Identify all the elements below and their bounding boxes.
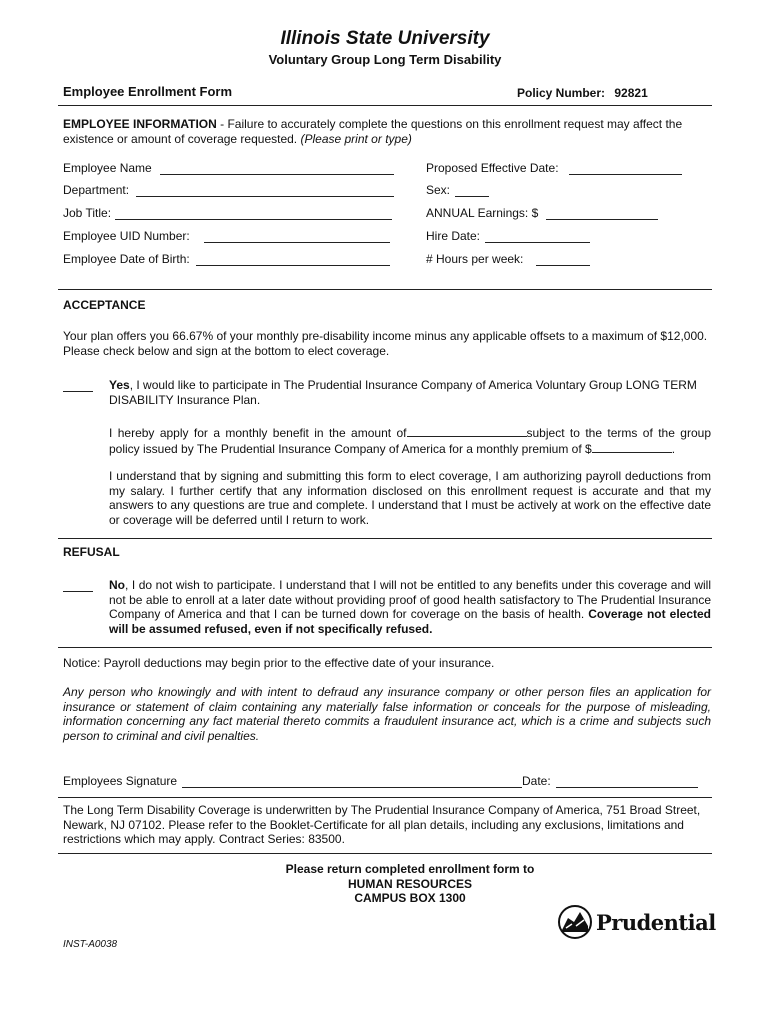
department-label: Department:	[63, 183, 130, 197]
return-line-2: HUMAN RESOURCES	[347, 876, 472, 891]
no-emphasis: Coverage not elected will be assumed refused, even if not specifically refused.	[109, 607, 712, 636]
divider	[58, 289, 712, 290]
uid-label: Employee UID Number:	[63, 229, 190, 243]
no-text: , I do not wish to participate. I understand that I will not be entitled to any benefits under this coverage and will not be able to enroll at a later date without providing proof of good health satisfactory to The Prudential Insurance Company of America and that I can be turned down for coverage on the basis of health.	[109, 578, 711, 621]
divider	[58, 647, 712, 648]
employee-info-text: - Failure to accurately complete the questions on this enrollment request may affect the existence or amount of coverage requested.	[63, 117, 683, 146]
university-title: Illinois State University	[280, 28, 490, 49]
divider	[58, 853, 712, 854]
divider	[58, 105, 712, 106]
employee-info-intro	[63, 117, 711, 146]
print-or-type-note: (Please print or type)	[300, 131, 412, 146]
yes-option	[109, 378, 711, 407]
job-title-field[interactable]	[115, 219, 392, 220]
hire-date-field[interactable]	[485, 242, 590, 243]
sex-field[interactable]	[455, 196, 489, 197]
date-label: Date:	[522, 774, 551, 788]
form-title: Employee Enrollment Form	[63, 84, 233, 99]
sex-label: Sex:	[426, 183, 451, 197]
return-line-3: CAMPUS BOX 1300	[354, 891, 466, 905]
dob-label: Employee Date of Birth:	[63, 252, 190, 266]
hours-field[interactable]	[536, 265, 590, 266]
employee-info-heading: EMPLOYEE INFORMATION	[63, 117, 217, 131]
yes-text: , I would like to participate in The Prudential Insurance Company of America Voluntary Group LONG TERM DISABILITY Insurance Plan.	[109, 378, 697, 407]
annual-earnings-field[interactable]	[546, 219, 658, 220]
hours-label: # Hours per week:	[426, 252, 524, 266]
form-code: INST-A0038	[63, 939, 118, 950]
effective-date-label: Proposed Effective Date:	[426, 161, 559, 175]
dob-field[interactable]	[196, 265, 390, 266]
underwriter-text: The Long Term Disability Coverage is underwritten by The Prudential Insurance Company of America, 751 Broad Street, Newark, NJ 07102. Please refer to the Booklet-Certificate for all plan details, including any exclusions, limitations and restrictions which may apply. Contract Series: 83500.	[63, 803, 701, 846]
yes-label: Yes	[109, 378, 130, 392]
refusal-heading: REFUSAL	[63, 545, 120, 559]
notice: Notice: Payroll deductions may begin prior to the effective date of your insurance.	[63, 656, 495, 670]
job-title-label: Job Title:	[63, 206, 112, 220]
benefit-paragraph	[109, 425, 711, 456]
benefit-text-c: .	[671, 441, 676, 456]
hire-date-label: Hire Date:	[426, 229, 481, 243]
plan-title: Voluntary Group Long Term Disability	[268, 52, 502, 67]
uid-field[interactable]	[204, 242, 390, 243]
signature-field[interactable]	[182, 787, 522, 788]
employee-name-field[interactable]	[160, 174, 394, 175]
date-field[interactable]	[556, 787, 698, 788]
effective-date-field[interactable]	[569, 174, 682, 175]
return-instructions	[0, 862, 770, 906]
fraud-warning: Any person who knowingly and with intent to defraud any insurance company or other person files an application for insurance or statement of claim containing any materially false information or conceals for the purpose of misleading, information concerning any fact material thereto commits a fraudulent insurance act, which is a crime and subjects such person to criminal and civil penalties.	[63, 685, 711, 743]
benefit-amount-field[interactable]	[407, 425, 527, 437]
signature-label: Employees Signature	[63, 774, 178, 788]
yes-checkbox-line[interactable]	[63, 391, 93, 392]
no-label: No	[109, 578, 125, 592]
policy-label: Policy Number:	[517, 86, 606, 100]
employee-name-label: Employee Name	[63, 161, 152, 175]
divider	[58, 797, 712, 798]
rock-icon	[558, 904, 592, 940]
benefit-text-a: I hereby apply for a monthly benefit in the amount of	[109, 426, 407, 440]
policy-value: 92821	[614, 86, 648, 100]
department-field[interactable]	[136, 196, 394, 197]
acceptance-intro: Your plan offers you 66.67% of your monthly pre-disability income minus any applicable offsets to a maximum of $12,000. Please check below and sign at the bottom to elect coverage.	[63, 329, 708, 358]
benefit-text-b: subject to the terms of the group policy issued by The Prudential Insurance Company of America for a monthly premium of $	[109, 426, 711, 456]
no-option	[109, 578, 711, 636]
return-line-1: Please return completed enrollment form to	[285, 862, 535, 876]
premium-field[interactable]	[592, 441, 672, 453]
no-checkbox-line[interactable]	[63, 591, 93, 592]
prudential-logo	[558, 902, 716, 942]
policy-number	[517, 86, 648, 100]
logo-wordmark: Prudential	[596, 910, 716, 935]
acceptance-heading: ACCEPTANCE	[63, 298, 146, 312]
annual-earnings-label: ANNUAL Earnings: $	[426, 206, 539, 220]
authorization-paragraph: I understand that by signing and submitting this form to elect coverage, I am authorizing payroll deductions from my salary. I further certify that any information disclosed on this enrollment request is accurate and that my answers to any questions are true and complete. I understand that I must be actively at work on the effective date or coverage will be deferred until I return to work.	[109, 469, 711, 527]
divider	[58, 538, 712, 539]
